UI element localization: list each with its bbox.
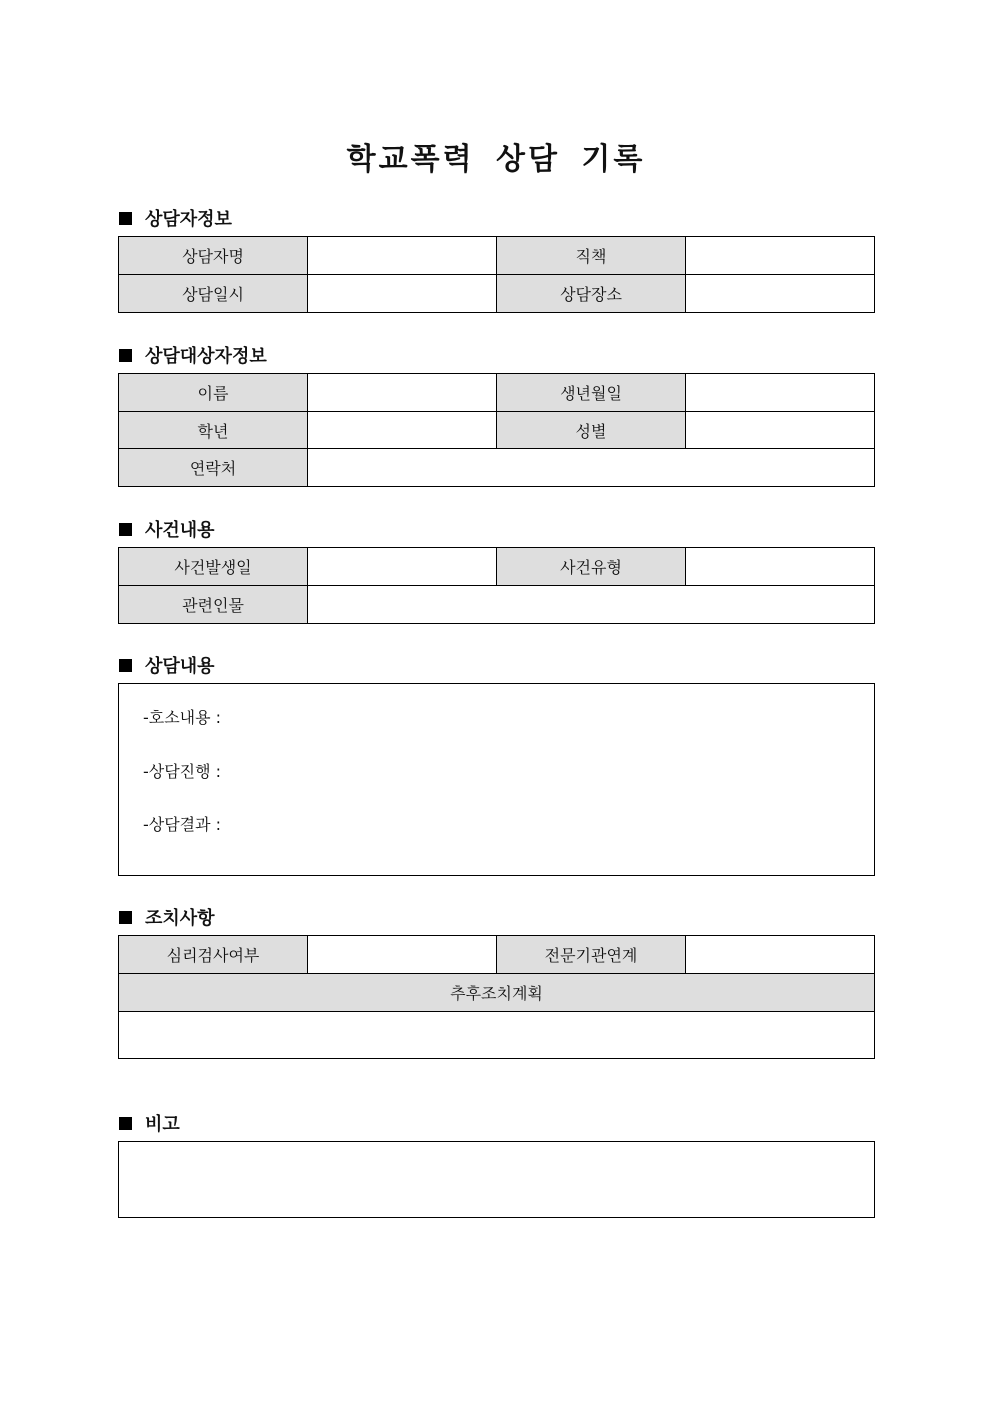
subject-name-label: 이름: [119, 374, 308, 412]
psych-test-field[interactable]: [308, 936, 497, 974]
counselor-name-label: 상담자명: [119, 237, 308, 275]
incident-type-label: 사건유형: [497, 548, 686, 586]
section-title: 사건내용: [145, 520, 215, 541]
counseling-place-field[interactable]: [686, 275, 875, 313]
counselor-name-field[interactable]: [308, 237, 497, 275]
counseling-datetime-label: 상담일시: [119, 275, 308, 313]
bullet-square-icon: [119, 523, 132, 536]
incident-date-field[interactable]: [308, 548, 497, 586]
related-persons-field[interactable]: [308, 586, 875, 624]
section-heading-incident: [119, 517, 215, 541]
bullet-square-icon: [119, 911, 132, 924]
bullet-square-icon: [119, 659, 132, 672]
result-line: -상담결과 :: [143, 815, 222, 834]
counselor-position-label: 직책: [497, 237, 686, 275]
agency-link-field[interactable]: [686, 936, 875, 974]
subject-gender-field[interactable]: [686, 412, 875, 449]
section-heading-counseling: [119, 653, 215, 677]
counseling-content-box[interactable]: [118, 683, 875, 876]
followup-plan-field[interactable]: [119, 1012, 875, 1059]
actions-table: [118, 935, 875, 1059]
incident-date-label: 사건발생일: [119, 548, 308, 586]
agency-link-label: 전문기관연계: [497, 936, 686, 974]
page-title: 학교폭력 상담 기록: [346, 142, 646, 177]
progress-line: -상담진행 :: [143, 762, 222, 781]
section-title: 상담대상자정보: [145, 346, 267, 367]
remarks-box[interactable]: [118, 1141, 875, 1218]
complaint-line: -호소내용 :: [143, 708, 222, 727]
counseling-datetime-field[interactable]: [308, 275, 497, 313]
section-heading-remarks: [119, 1111, 180, 1135]
subject-gender-label: 성별: [497, 412, 686, 449]
incident-table: [118, 547, 875, 624]
section-title: 비고: [145, 1114, 180, 1135]
counseling-place-label: 상담장소: [497, 275, 686, 313]
subject-contact-label: 연락처: [119, 449, 308, 487]
related-persons-label: 관련인물: [119, 586, 308, 624]
bullet-square-icon: [119, 349, 132, 362]
section-heading-actions: [119, 905, 215, 929]
incident-type-field[interactable]: [686, 548, 875, 586]
section-title: 상담내용: [145, 656, 215, 677]
subject-contact-field[interactable]: [308, 449, 875, 487]
subject-table: [118, 373, 875, 487]
subject-birth-field[interactable]: [686, 374, 875, 412]
bullet-square-icon: [119, 212, 132, 225]
section-heading-counselor: [119, 206, 232, 230]
section-title: 상담자정보: [145, 209, 232, 230]
section-heading-subject: [119, 343, 267, 367]
section-title: 조치사항: [145, 908, 215, 929]
subject-grade-field[interactable]: [308, 412, 497, 449]
counselor-table: [118, 236, 875, 313]
subject-birth-label: 생년월일: [497, 374, 686, 412]
psych-test-label: 심리검사여부: [119, 936, 308, 974]
followup-plan-label: 추후조치계획: [119, 974, 875, 1012]
bullet-square-icon: [119, 1117, 132, 1130]
subject-name-field[interactable]: [308, 374, 497, 412]
subject-grade-label: 학년: [119, 412, 308, 449]
counselor-position-field[interactable]: [686, 237, 875, 275]
